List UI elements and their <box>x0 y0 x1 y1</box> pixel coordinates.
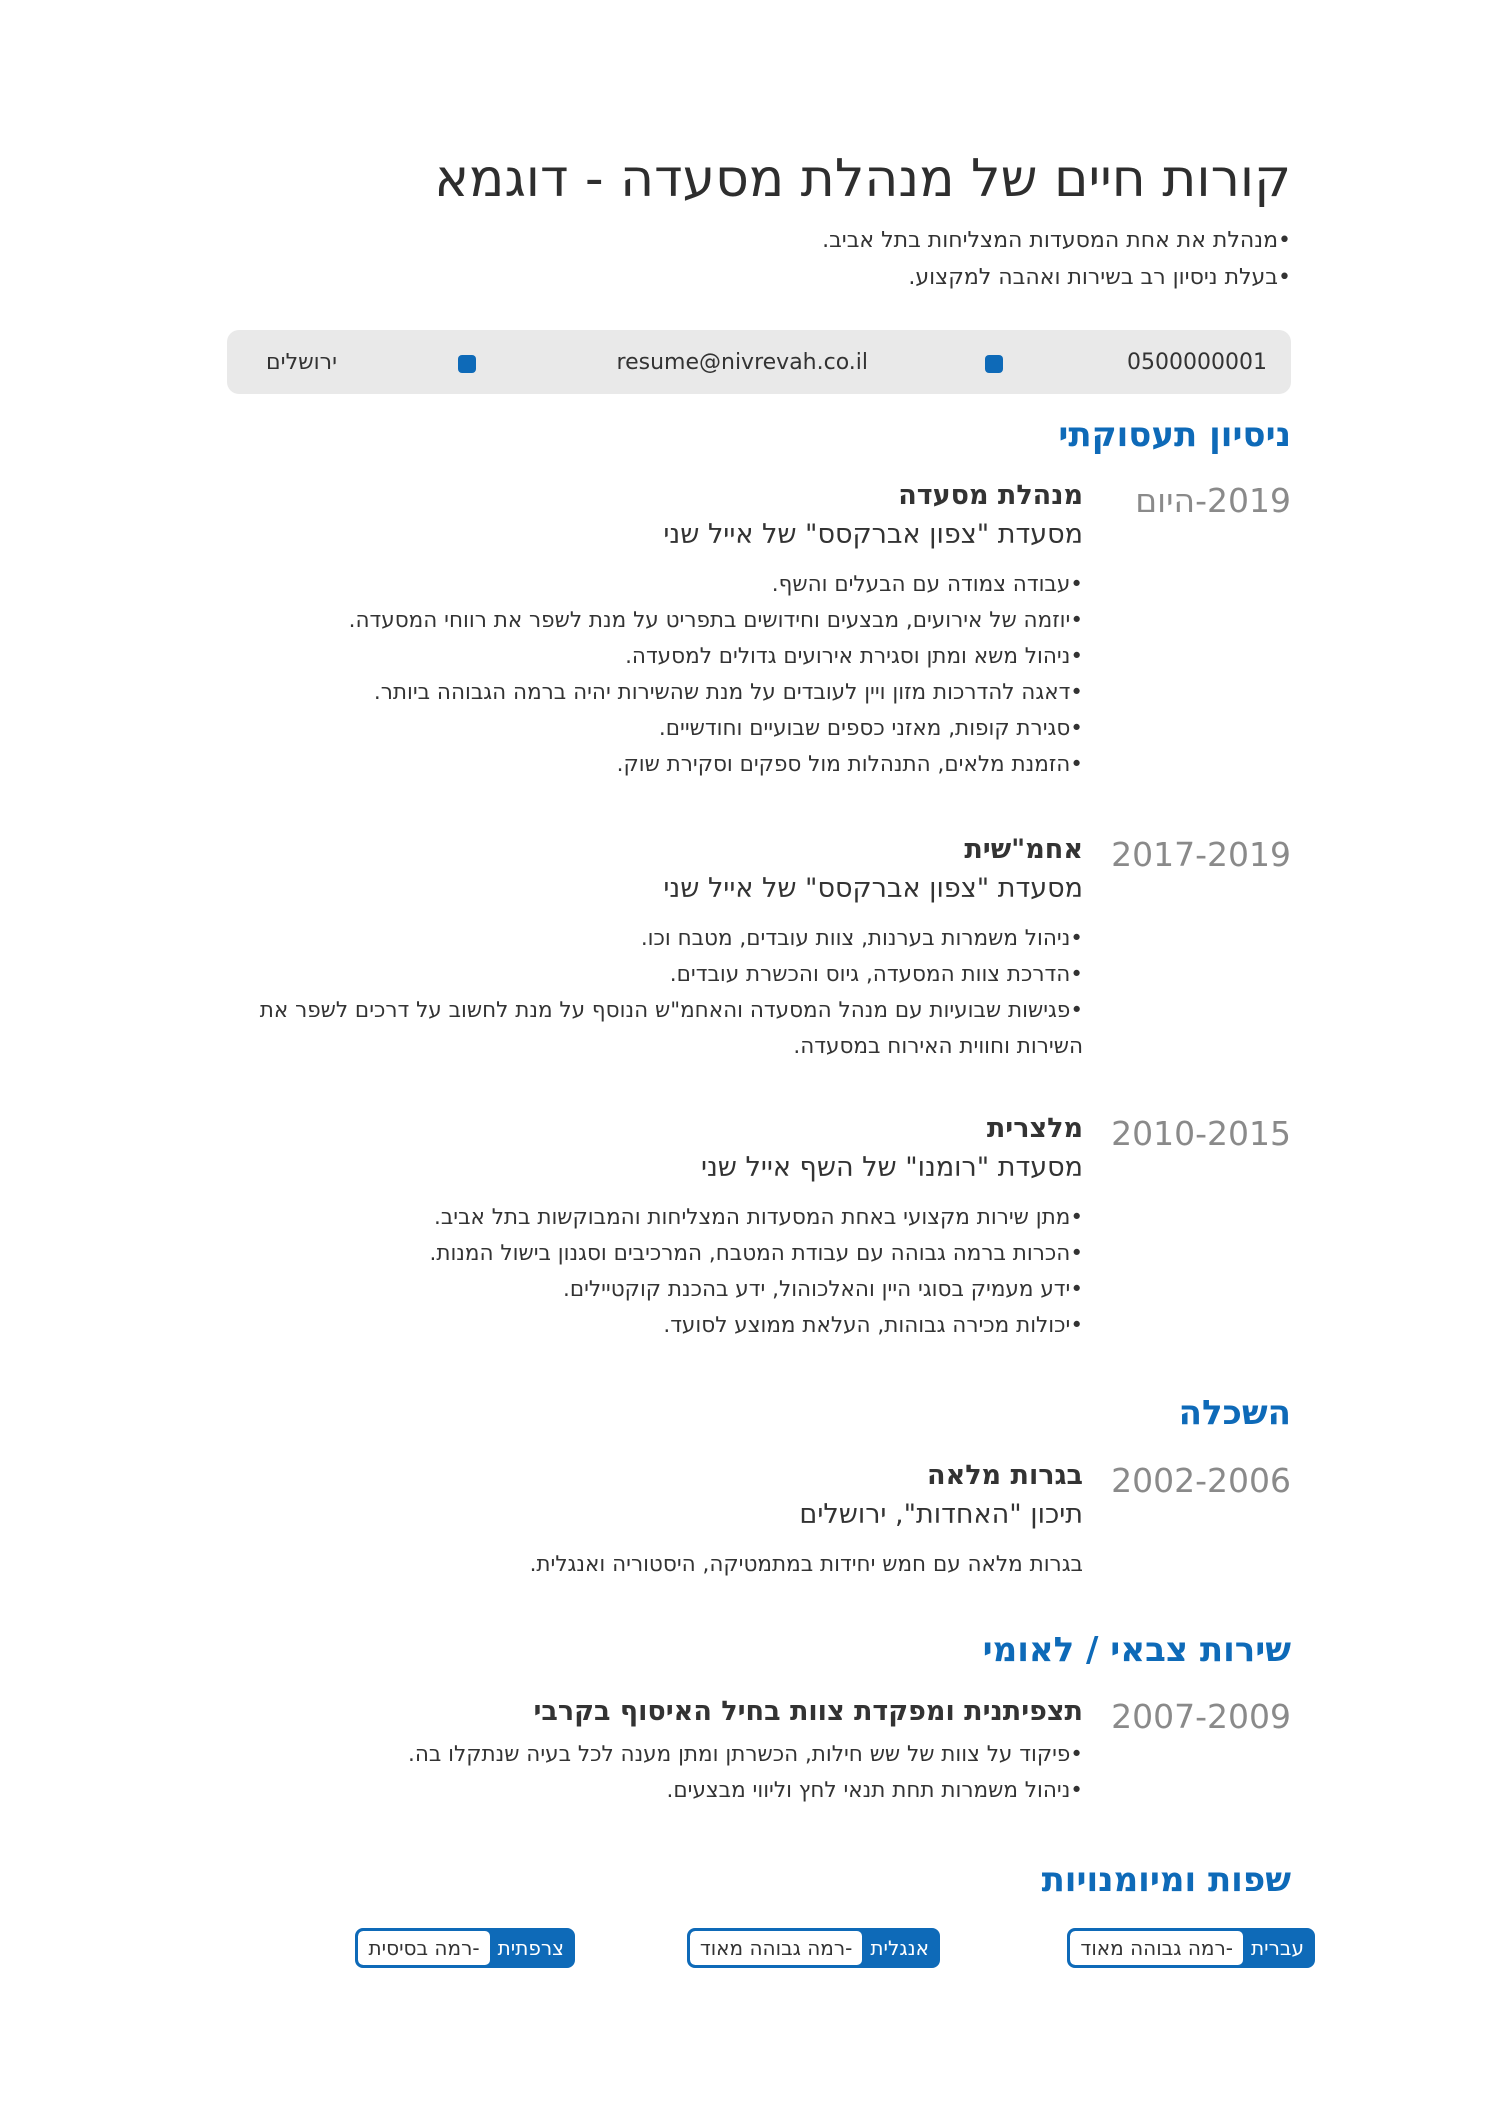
entry-role: אחמ"שית <box>964 834 1083 865</box>
entry-description: בגרות מלאה עם חמש יחידות במתמטיקה, היסטוריה ואנגלית. <box>529 1552 1083 1577</box>
list-item: •פגישות שבועיות עם מנהל המסעדה והאחמ"ש הנוסף על מנת לחשוב על דרכים לשפר את השירות וחווית האירוח במסעדה. <box>259 998 1083 1059</box>
contact-email: resume@nivrevah.co.il <box>616 350 868 375</box>
list-item: •הזמנת מלאים, התנהלות מול ספקים וסקירת שוק. <box>616 752 1083 777</box>
contact-bar <box>227 330 1291 394</box>
entry-date: 2002-2006 <box>1111 1461 1291 1500</box>
skill-level: -רמה גבוהה מאוד <box>1070 1931 1243 1965</box>
list-item: •הדרכת צוות המסעדה, גיוס והכשרת עובדים. <box>669 962 1083 987</box>
list-item: •הכרות ברמה גבוהה עם עבודת המטבח, המרכיבים וסגנון בישול המנות. <box>429 1241 1083 1266</box>
page-title: קורות חיים של מנהלת מסעדה - דוגמא <box>434 149 1291 209</box>
list-item: •ידע מעמיק בסוגי היין והאלכוהול, ידע בהכנת קוקטיילים. <box>563 1277 1083 1302</box>
section-title-experience: ניסיון תעסוקתי <box>1058 415 1291 455</box>
list-item: •דאגה להדרכות מזון ויין לעובדים על מנת שהשירות יהיה ברמה הגבוהה ביותר. <box>373 680 1083 705</box>
entry-bullets <box>253 567 1083 783</box>
section-title-education: השכלה <box>1178 1393 1291 1433</box>
bullet-square-icon <box>458 355 476 373</box>
bullet-square-icon <box>985 355 1003 373</box>
entry-company: תיכון "האחדות", ירושלים <box>799 1499 1083 1530</box>
list-item: •מתן שירות מקצועי באחת המסעדות המצליחות והמבוקשות בתל אביב. <box>434 1205 1083 1230</box>
section-title-skills: שפות ומיומנויות <box>1041 1860 1291 1900</box>
skill-language: צרפתית <box>497 1936 564 1960</box>
list-item: •יוזמה של אירועים, מבצעים וחידושים בתפריט על מנת לשפר את רווחי המסעדה. <box>348 608 1083 633</box>
skill-language: אנגלית <box>870 1936 929 1960</box>
contact-phone: 0500000001 <box>1127 350 1267 375</box>
entry-company: מסעדת "צפון אברקסס" של אייל שני <box>663 873 1083 904</box>
entry-company: מסעדת "צפון אברקסס" של אייל שני <box>663 519 1083 550</box>
summary-list <box>191 222 1291 296</box>
skill-level: -רמה גבוהה מאוד <box>690 1931 863 1965</box>
entry-role: מנהלת מסעדה <box>898 480 1083 511</box>
list-item: •ניהול משא ומתן וסגירת אירועים גדולים למסעדה. <box>625 644 1083 669</box>
entry-body <box>253 1457 1083 1583</box>
entry-body <box>253 1110 1083 1344</box>
list-item: •עבודה צמודה עם הבעלים והשף. <box>771 572 1083 597</box>
skill-badge <box>355 1928 575 1968</box>
entry-role: תצפיתנית ומפקדת צוות בחיל האיסוף בקרבי <box>533 1696 1083 1727</box>
skill-language: עברית <box>1251 1936 1304 1960</box>
entry-date: 2017-2019 <box>1111 835 1291 874</box>
list-item: •ניהול משמרות בערנות, צוות עובדים, מטבח וכו. <box>640 926 1083 951</box>
entry-company: מסעדת "רומנו" של השף אייל שני <box>700 1152 1083 1183</box>
entry-body <box>253 477 1083 783</box>
skill-badge <box>687 1928 940 1968</box>
entry-date: 2019-היום <box>1135 481 1291 520</box>
entry-body <box>253 1693 1083 1809</box>
summary-item: •בעלת ניסיון רב בשירות ואהבה למקצוע. <box>908 265 1291 290</box>
contact-city: ירושלים <box>266 350 337 375</box>
skill-badge <box>1067 1928 1315 1968</box>
list-item: •סגירת קופות, מאזני כספים שבועיים וחודשיים. <box>658 716 1083 741</box>
entry-date: 2007-2009 <box>1111 1697 1291 1736</box>
list-item: •פיקוד על צוות של שש חילות, הכשרתן ומתן מענה לכל בעיה שנתקלו בה. <box>408 1742 1083 1767</box>
entry-role: בגרות מלאה <box>927 1460 1083 1491</box>
list-item: •יכולות מכירה גבוהות, העלאת ממוצע לסועד. <box>663 1313 1083 1338</box>
skill-level: -רמה בסיסית <box>358 1931 489 1965</box>
section-title-service: שירות צבאי / לאומי <box>982 1630 1291 1670</box>
entry-body <box>253 831 1083 1065</box>
entry-date: 2010-2015 <box>1111 1114 1291 1153</box>
entry-role: מלצרית <box>986 1113 1083 1144</box>
list-item: •ניהול משמרות תחת תנאי לחץ וליווי מבצעים. <box>666 1778 1083 1803</box>
entry-bullets <box>253 1737 1083 1809</box>
entry-bullets <box>253 921 1083 1065</box>
summary-item: •מנהלת את אחת המסעדות המצליחות בתל אביב. <box>822 228 1291 253</box>
entry-bullets <box>253 1200 1083 1344</box>
